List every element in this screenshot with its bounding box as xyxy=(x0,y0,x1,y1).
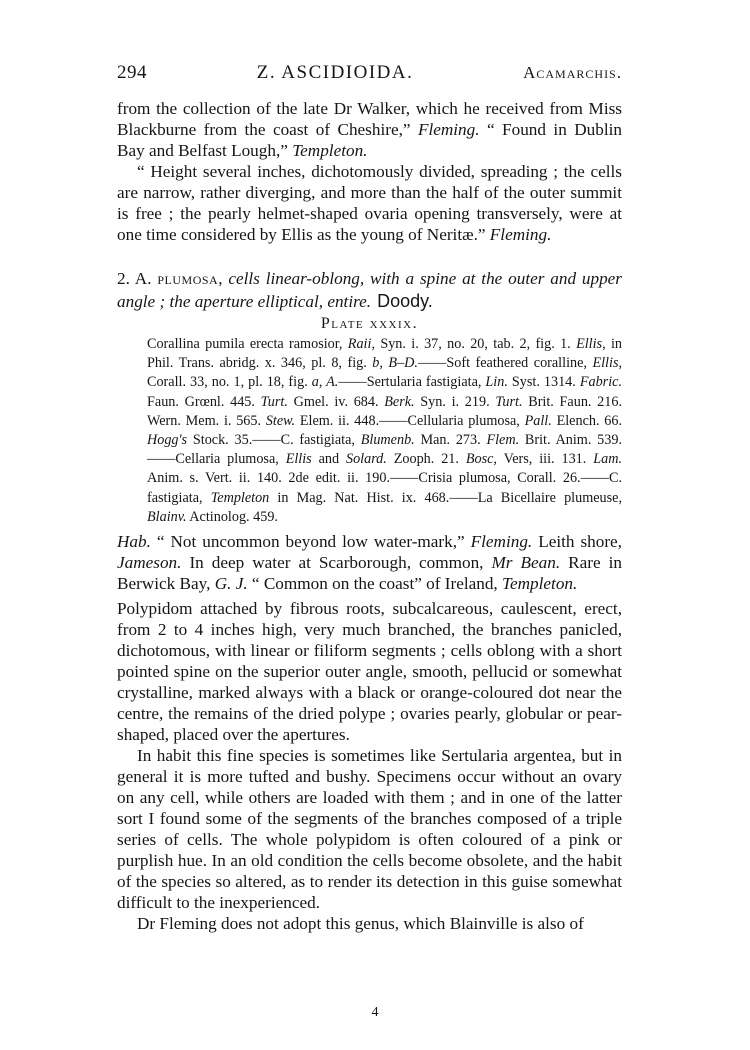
syn-run: Actinolog. 459. xyxy=(186,508,278,525)
syn-author: Blainv. xyxy=(147,508,187,525)
syn-run: , Syn. i. 37, no. 20, tab. 2, fig. 1. xyxy=(371,336,577,352)
text-run: Leith shore, xyxy=(532,532,622,552)
syn-run: Zooph. 21. xyxy=(386,451,466,468)
author-citation: Fleming. xyxy=(470,532,533,552)
running-head xyxy=(117,62,622,84)
quote-paragraph xyxy=(117,161,622,245)
syn-run: Man. 273. xyxy=(414,432,487,449)
syn-run: ——Sertularia fastigiata, xyxy=(338,374,486,391)
syn-author: Ellis xyxy=(576,336,603,352)
syn-run: , Corall. 33, no. 1, pl. 18, fig. xyxy=(147,355,623,391)
habitat-label: Hab. xyxy=(117,532,151,552)
syn-author: Hogg's xyxy=(147,432,188,449)
habit-paragraph: In habit this fine species is sometimes like Sertularia argentea, but in general it is more tufted and bushy. Specimens occur without an ovary on any cell, while others are loaded with them ; and in one of the latter sort I found some of the segments of the branches composed of a triple series of cells. The whole polypidom is often coloured of a pink or purplish hue. In an old condition the cells become obsolete, and the habit of the species so altered, as to render its detection in this guise somewhat difficult to the inexperienced. xyxy=(117,746,622,913)
syn-author: Bosc xyxy=(465,451,494,468)
syn-author: Solard. xyxy=(345,451,387,468)
species-name: plumosa xyxy=(157,269,219,288)
syn-author: Turt. xyxy=(260,393,288,410)
text-run: “ Common on the coast” of Ireland, xyxy=(247,574,503,594)
text-run: In deep water at Scarborough, common, xyxy=(181,553,492,573)
closing-paragraph: Dr Fleming does not adopt this genus, which Blainville is also of xyxy=(137,914,584,934)
running-genus: Acamarchis. xyxy=(523,63,622,82)
continuation-paragraph xyxy=(117,98,622,161)
syn-run: and xyxy=(311,451,346,468)
author-citation: Mr Bean. xyxy=(491,553,561,573)
syn-author: Lam. xyxy=(593,451,622,468)
species-authority: Doody. xyxy=(377,291,433,311)
text-run: from the collection of the late Dr Walker, which he received from Miss Blackburne from the coast of Cheshire,” xyxy=(117,99,622,139)
text-run: “ Height several inches, dichotomously divided, spreading ; the cells are narrow, rather diverging, and more than the half of the outer summit is free ; the pearly helmet-shaped ovaria opening transversely, were at one time considered by Ellis as the young of Neritæ.” xyxy=(117,162,622,244)
author-citation: Fleming. xyxy=(417,120,480,139)
syn-run: Syn. i. 219. xyxy=(414,393,496,410)
syn-run: Faun. Grœnl. 445. xyxy=(147,393,261,410)
syn-author: a, A. xyxy=(311,374,339,391)
author-citation: G. J. xyxy=(214,574,248,594)
syn-author: b, B–D. xyxy=(372,355,418,372)
description-paragraph: Polypidom attached by fibrous roots, subcalcareous, caulescent, erect, from 2 to 4 inches high, very much branched, the branches panicled, dichotomous, with linear or filiform segments ; cells oblong with a short pointed spine on the superior outer angle, smooth, pellucid or somewhat crystalline, marked always with a black or orange-coloured dot near the centre, the remains of the dried polype ; ovaries pearly, globular or pear-shaped, placed over the apertures. xyxy=(117,599,622,745)
habitat-paragraph xyxy=(117,531,622,594)
syn-author: Berk. xyxy=(384,393,415,410)
signature-mark: 4 xyxy=(371,1005,379,1020)
author-citation: Templeton. xyxy=(292,141,368,160)
running-title: Z. ASCIDIOIDA. xyxy=(256,62,414,83)
syn-run: ——Soft feathered coralline, xyxy=(417,355,593,372)
syn-author: Pall. xyxy=(524,412,552,429)
author-citation: Jameson. xyxy=(117,553,182,573)
author-citation: Templeton. xyxy=(502,574,578,594)
text-run: Rare in Berwick Bay, xyxy=(117,553,622,594)
syn-author: Flem. xyxy=(486,432,520,449)
syn-author: Blumenb. xyxy=(360,432,415,449)
syn-author: Stew. xyxy=(265,412,296,429)
author-citation: Fleming. xyxy=(489,225,552,244)
syn-run: Brit. Anim. 539.——Cellaria plumosa, xyxy=(147,432,622,468)
synonymy-block xyxy=(117,335,622,527)
syn-run: Elench. 66. xyxy=(551,412,623,429)
syn-author: Templeton xyxy=(210,489,270,506)
syn-author: Lin. xyxy=(485,374,508,391)
syn-run: in Mag. Nat. Hist. ix. 468.——La Bicellaire plumeuse, xyxy=(269,489,622,506)
syn-run: Corallina pumila erecta ramosior, xyxy=(147,336,348,352)
syn-run: Stock. 35.——C. fastigiata, xyxy=(187,432,361,449)
species-diagnosis: , cells linear-oblong, with a spine at the outer and upper angle ; the aperture elliptical, entire. xyxy=(117,269,622,311)
syn-author: Turt. xyxy=(495,393,523,410)
syn-author: Ellis xyxy=(592,355,619,372)
plate-reference: Plate xxxix. xyxy=(320,315,419,332)
text-run: “ Not uncommon beyond low water-mark,” xyxy=(150,532,471,552)
syn-author: Raii xyxy=(347,336,372,352)
species-number: 2. A. xyxy=(117,269,158,288)
syn-author: Ellis xyxy=(285,451,312,468)
text-run: “ Found in Dublin Bay and Belfast Lough,” xyxy=(117,120,622,160)
syn-author: Fabric. xyxy=(579,374,622,391)
syn-run: Syst. 1314. xyxy=(507,374,580,391)
syn-run: Brit. Faun. 216. Wern. Mem. i. 565. xyxy=(147,393,622,429)
species-heading xyxy=(117,267,622,313)
syn-run: Gmel. iv. 684. xyxy=(287,393,385,410)
page-number: 294 xyxy=(117,62,147,83)
syn-run: , in Phil. Trans. abridg. x. 346, pl. 8, fig. xyxy=(147,336,622,372)
syn-run: Anim. s. Vert. ii. 140. 2de edit. ii. 190.——Crisia plumosa, Corall. 26.——C. fastigiata, xyxy=(147,470,622,506)
syn-run: Elem. ii. 448.——Cellularia plumosa, xyxy=(295,412,525,429)
syn-run: , Vers, iii. 131. xyxy=(493,451,594,468)
